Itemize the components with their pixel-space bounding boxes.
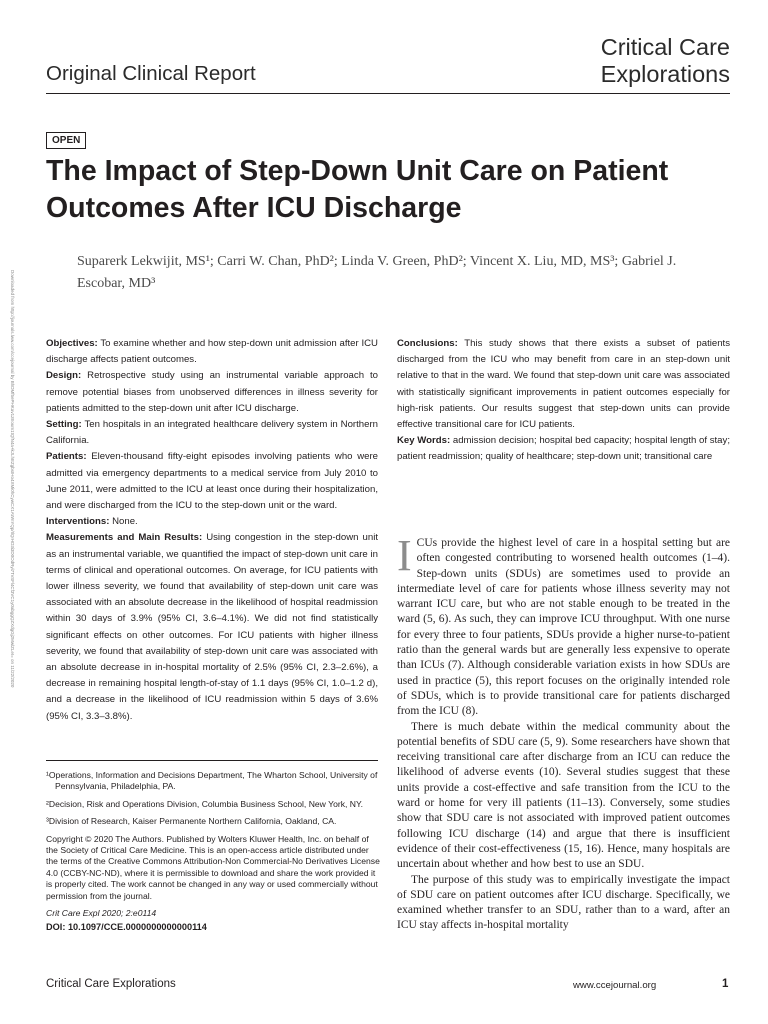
- conclusions-text: This study shows that there exists a subset of patients discharged from the ICU who may benefit from care in an step-down unit relative to that in the ward. We found that step-down unit care was associated with statistically significant improvements in patient outcomes especially for high-risk patients. Our results suggest that step-down units can provide effective transitional care for ICU patients.: [397, 338, 730, 431]
- conclusions-label: Conclusions:: [397, 338, 458, 349]
- footer-url[interactable]: www.ccejournal.org: [573, 980, 657, 991]
- footnote-divider: [46, 760, 378, 761]
- abstract-objectives: [46, 336, 378, 368]
- abstract-patients: [46, 449, 378, 514]
- citation: Crit Care Expl 2020; 2:e0114: [46, 908, 157, 919]
- objectives-label: Objectives:: [46, 338, 98, 349]
- author-list: Suparerk Lekwijit, MS¹; Carri W. Chan, PhD²; Linda V. Green, PhD²; Vincent X. Liu, MD, MS³; Gabriel J. Escobar, MD³: [77, 254, 677, 291]
- abstract-conclusions: [397, 336, 730, 433]
- abstract-left-column: [46, 336, 378, 725]
- download-watermark: [6, 270, 18, 730]
- body-paragraph-3: The purpose of this study was to empirically investigate the impact of SDU care on patient outcomes after ICU discharge. Specifically, we examined whether transfer to an SDU, rather than to a ward, after an ICU stay affects in-hospital mortality: [397, 873, 730, 932]
- footnotes: [46, 770, 380, 940]
- page-number: 1: [722, 978, 729, 990]
- measurements-text: Using congestion in the step-down unit as an instrumental variable, we quantified the impact of step-down unit care in terms of clinical and operational outcomes. On average, for ICU patients with lower illness severity, we found that availability of step-down unit care was associated with an absolute decrease in the likelihood of hospital readmission within 30 days of 3.9% (95% CI, 3.6–4.1%). We did not find statistically significant effects on other outcomes. For ICU patients with higher illness severity, we found that availability of step-down unit care was associated with an absolute decrease in in-hospital mortality of 2.5% (95% CI, 2.3–2.6%), a decrease in remaining hospital length-of-stay of 1.1 days (95% CI, 1.0–1.2 d), and a decrease in the likelihood of ICU readmission within 5 days of 3.6% (95% CI, 3.3–3.8%).: [46, 532, 378, 722]
- interventions-label: Interventions:: [46, 516, 110, 528]
- affiliation-1: ¹Operations, Information and Decisions Department, The Wharton School, University of Pennsylvania, Philadelphia, PA.: [46, 770, 378, 792]
- section-label: Original Clinical Report: [46, 62, 256, 85]
- article-title: The Impact of Step-Down Unit Care on Patient Outcomes After ICU Discharge: [46, 155, 669, 224]
- abstract-design: [46, 368, 378, 417]
- objectives-text: To examine whether and how step-down unit admission after ICU discharge affects patient outcomes.: [46, 338, 378, 366]
- abstract-setting: [46, 417, 378, 449]
- footer-journal-name: Critical Care Explorations: [46, 978, 176, 990]
- setting-text: Ten hospitals in an integrated healthcare delivery system in Northern California.: [46, 419, 378, 447]
- affiliation-2: ²Decision, Risk and Operations Division, Columbia Business School, New York, NY.: [46, 798, 363, 809]
- keywords-label: Key Words:: [397, 435, 451, 447]
- journal-name-line1: Critical Care: [600, 34, 730, 60]
- interventions-text: None.: [109, 516, 138, 528]
- body-paragraph-1: [397, 531, 730, 720]
- abstract-right-column: [397, 336, 730, 466]
- copyright-notice: Copyright © 2020 The Authors. Published by Wolters Kluwer Health, Inc. on behalf of the Society of Critical Care Medicine. This is an open-access article distributed under the terms of the Creative Commons Attribution-Non Commercial-No Derivatives License 4.0 (CCBY-NC-ND), where it is permissible to download and share the work provided it is properly cited. The work cannot be changed in any way or used commercially without permission from the journal.: [46, 833, 380, 901]
- open-access-badge: OPEN: [46, 132, 86, 149]
- download-watermark-text: Downloaded from http://journals.lww.com/ccejournal by BhDMf5ePHKav1zEoum1tQfN4a+kJLhEZgbsIHo4XMi0hCywCX1AWnYQp/IlQrHD3i3D0OdRyi7TvSFl4Cf3VC1y0abggQZXdgGj2MwlZLeI= on 11/22/2020: [10, 270, 15, 688]
- abstract-keywords: [397, 433, 730, 465]
- header-divider: [46, 93, 730, 94]
- body-paragraph-1-text: CUs provide the highest level of care in a hospital setting but are often congested contributing to worsened health outcomes (1–4). Step-down units (SDUs) are sometimes used to provide an intermediate level of care for patients whose illness severity may not warrant ICU care, but who are not stable enough to be treated in the ward (5, 6). As such, they can improve ICU throughput. With one nurse for every three to four patients, SDUs provide a higher nurse-to-patient ratio than the general wards but are generally less expensive to operate than ICUs (7). Although considerable variation exists in how SDUs are used in practice (5), this report focuses on the originally intended role of SDUs, which is to provide transitional care for patients discharged from the ICU (8).: [397, 537, 730, 718]
- design-text: Retrospective study using an instrumental variable approach to remove potential biases from unobserved differences in illness severity for patients admitted to the step-down unit after ICU discharge.: [46, 370, 378, 414]
- affiliation-3: ³Division of Research, Kaiser Permanente Northern California, Oakland, CA.: [46, 816, 337, 827]
- keywords-text: admission decision; hospital bed capacity; hospital length of stay; patient readmission; quality of healthcare; step-down unit; transitional care: [397, 435, 730, 463]
- journal-name-line2: Explorations: [600, 61, 730, 87]
- patients-text: Eleven-thousand fifty-eight episodes involving patients who were admitted via emergency departments to a medical service from July 2010 to June 2011, were admitted to the ICU at least once during their hospitalization, and were discharged from the ICU to the step-down unit or the ward.: [46, 451, 378, 512]
- setting-label: Setting:: [46, 419, 82, 431]
- body-paragraph-2: There is much debate within the medical community about the potential benefits of SDU care (5, 9). Some researchers have shown that receiving transitional care after discharge from an ICU can reduce the likelihood of adverse events (10). Several studies suggest that these units provide a cost-effective and safe transition from the ICU to the ward or home for very ill patients (11–13). Conversely, some studies show that SDU care is not associated with improved patient outcomes following ICU discharge (14) and argue that there is insufficient evidence of their cost-effectiveness (15, 16). Hence, many hospitals are uncertain about whether and how best to use an SDU.: [397, 720, 730, 871]
- abstract-interventions: [46, 514, 378, 530]
- drop-cap: I: [397, 531, 412, 580]
- measurements-label: Measurements and Main Results:: [46, 532, 203, 544]
- design-label: Design:: [46, 370, 82, 382]
- doi[interactable]: DOI: 10.1097/CCE.0000000000000114: [46, 922, 207, 933]
- body-text: [397, 531, 730, 934]
- abstract-measurements: [46, 530, 378, 724]
- patients-label: Patients:: [46, 451, 87, 463]
- journal-name: [470, 34, 730, 88]
